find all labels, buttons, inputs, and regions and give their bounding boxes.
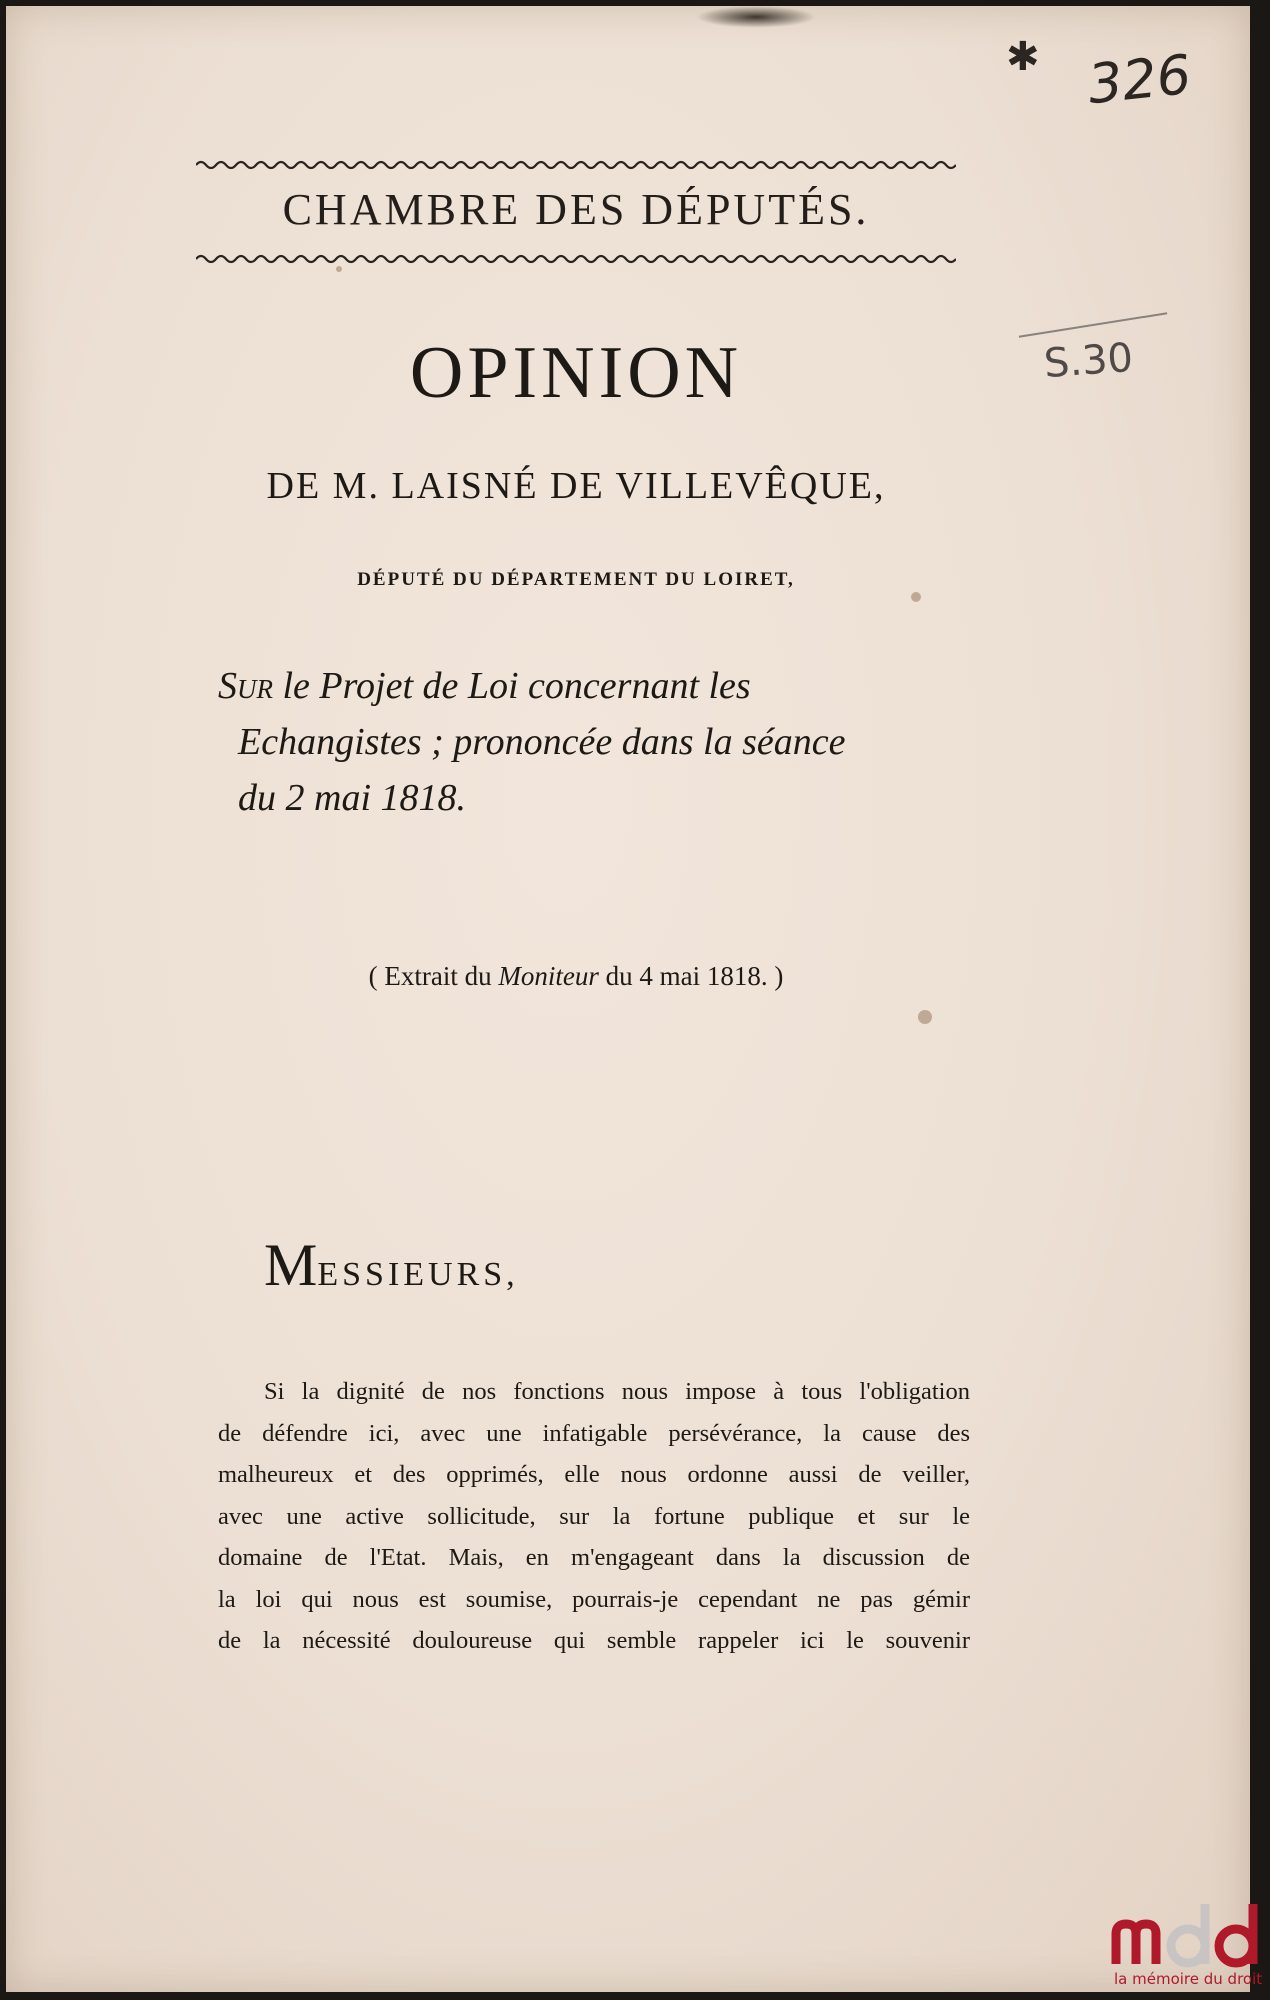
binding-mark: [696, 6, 816, 28]
extract-note: [196, 961, 956, 992]
subject-sur: Sur: [218, 665, 273, 707]
extract-source: Moniteur: [498, 961, 599, 991]
subject-line-1-rest: le Projet de Loi concernant les: [273, 665, 751, 707]
foxing-spot: [336, 266, 342, 272]
extract-before: ( Extrait du: [368, 961, 499, 991]
foxing-spot: [911, 592, 921, 602]
folio-number: 326: [1084, 42, 1195, 117]
subject-line-1: [218, 665, 751, 707]
body-line: avec une active sollicitude, sur la fortune publique et sur le: [218, 1502, 970, 1530]
wavy-rule-bottom: [196, 252, 956, 266]
chamber-heading: CHAMBRE DES DÉPUTÉS.: [282, 185, 870, 234]
body-line: de la nécessité douloureuse qui semble rappeler ici le souvenir: [218, 1627, 970, 1654]
foxing-spot: [918, 1010, 932, 1024]
body-paragraph: [218, 1371, 970, 1662]
department-line: DÉPUTÉ DU DÉPARTEMENT DU LOIRET,: [357, 569, 795, 590]
subject-line-2: Echangistes ; prononcée dans la séance: [238, 721, 846, 763]
body-line: malheureux et des opprimés, elle nous ordonne aussi de veiller,: [218, 1461, 970, 1488]
salutation-rest: ESSIEURS,: [317, 1256, 519, 1293]
body-line: domaine de l'Etat. Mais, en m'engageant dans la discussion de: [218, 1544, 970, 1571]
mdd-logo: [1108, 1896, 1268, 1994]
salutation: [264, 1231, 519, 1300]
body-line: Si la dignité de nos fonctions nous impose à tous l'obligation: [264, 1378, 970, 1405]
salutation-initial: M: [264, 1232, 318, 1298]
pencil-stroke: [1019, 312, 1167, 337]
author-line: DE M. LAISNÉ DE VILLEVÊQUE,: [266, 465, 886, 507]
ink-mark: ✱: [1006, 34, 1040, 80]
extract-after: du 4 mai 1818. ): [598, 961, 784, 991]
subject-line-3: du 2 mai 1818.: [238, 777, 466, 819]
document-title: OPINION: [409, 332, 743, 414]
mdd-logo-tagline: la mémoire du droit: [1114, 1970, 1263, 1988]
wavy-rule-top: [196, 158, 956, 172]
document-page: [6, 6, 1250, 1992]
page-shading: [6, 6, 1250, 1992]
subject-block: [218, 658, 968, 826]
body-line: la loi qui nous est soumise, pourrais-je cependant ne pas gémir: [218, 1585, 970, 1613]
mdd-logo-mark: [1108, 1896, 1268, 1968]
pencil-code: S.30: [1042, 334, 1135, 388]
body-line: de défendre ici, avec une infatigable persévérance, la cause des: [218, 1419, 970, 1447]
